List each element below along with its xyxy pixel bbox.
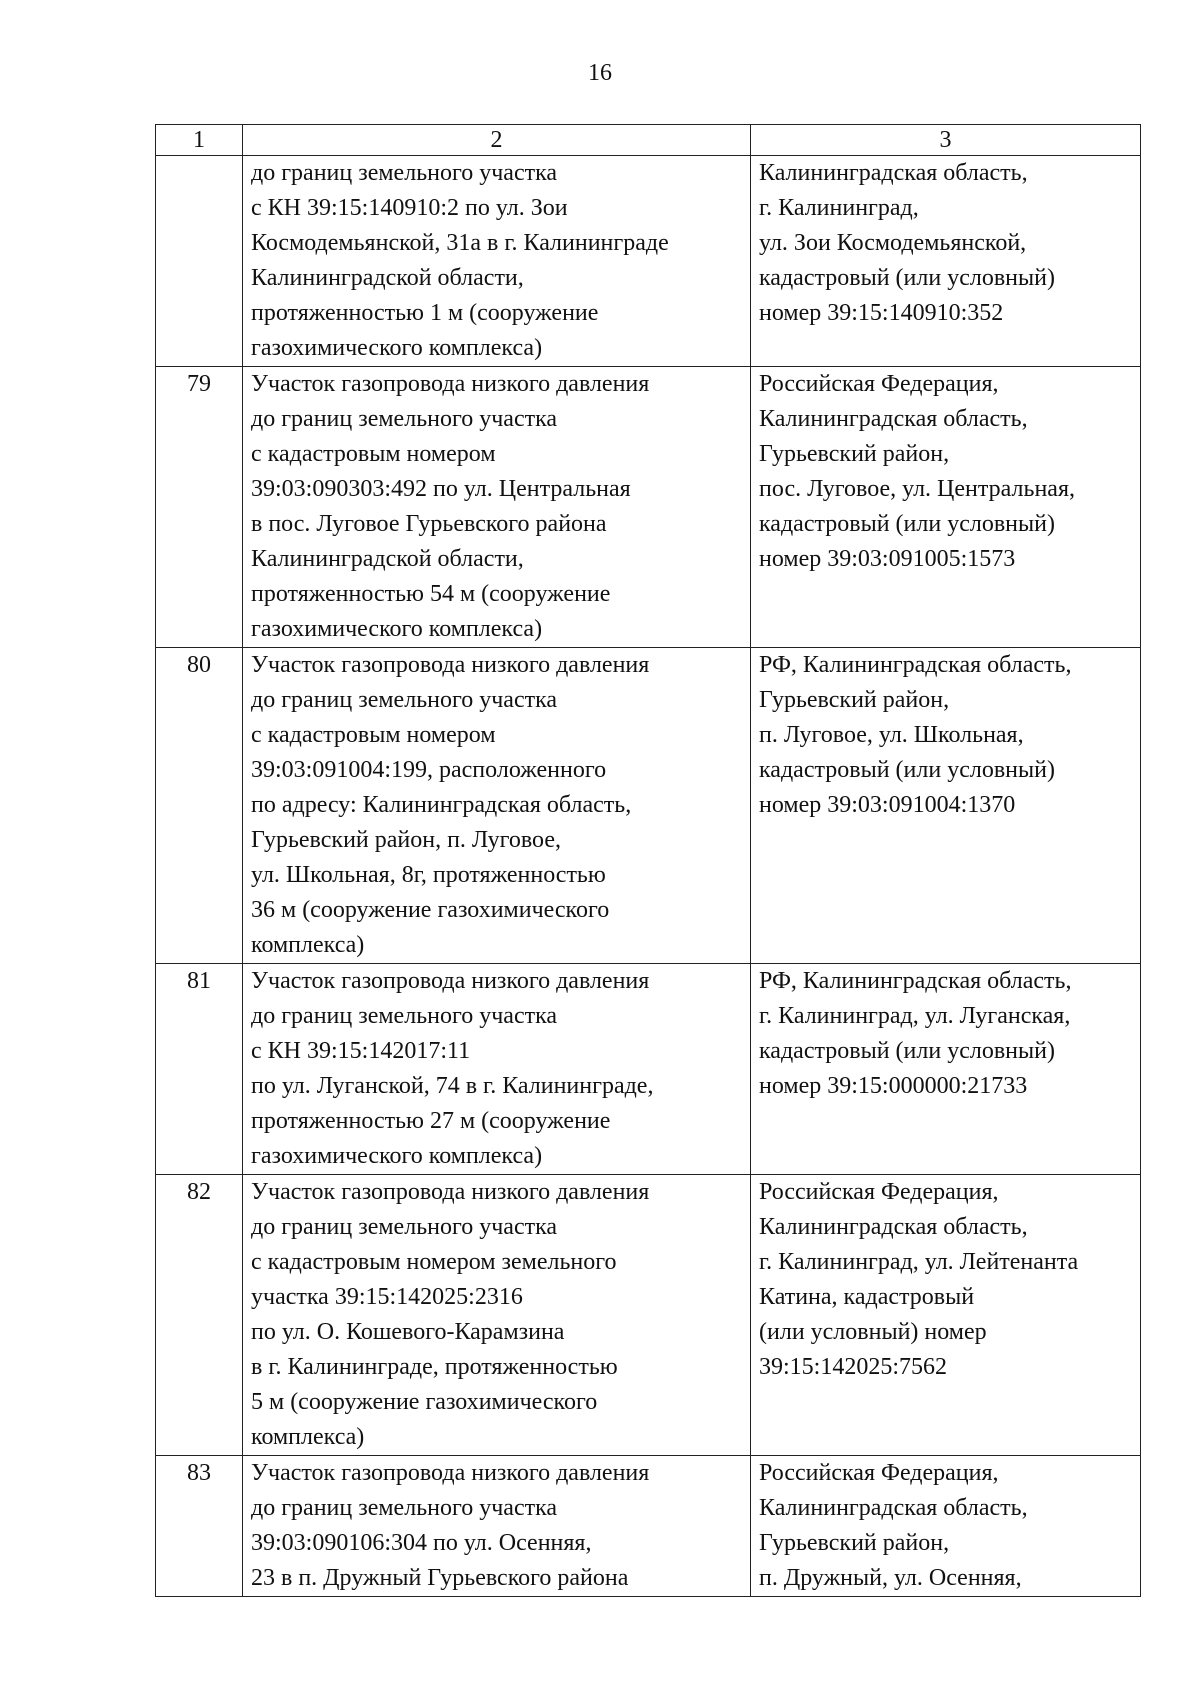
table-header-row bbox=[156, 125, 1141, 156]
location-line: г. Калининград, bbox=[759, 195, 919, 221]
column-header-number: 1 bbox=[156, 125, 243, 156]
table-row bbox=[156, 964, 1141, 1175]
description-line: до границ земельного участка bbox=[251, 1214, 558, 1240]
table-row bbox=[156, 367, 1141, 648]
column-header-description: 2 bbox=[243, 125, 751, 156]
location-line: кадастровый (или условный) bbox=[759, 265, 1055, 291]
location-line: г. Калининград, ул. Лейтенанта bbox=[759, 1249, 1079, 1275]
objects-table bbox=[155, 124, 1141, 1597]
description-line: Участок газопровода низкого давления bbox=[251, 1179, 650, 1205]
location-line: п. Луговое, ул. Школьная, bbox=[759, 722, 1024, 748]
location-line: Катина, кадастровый bbox=[759, 1284, 975, 1310]
description-line: протяженностью 27 м (сооружение bbox=[251, 1108, 611, 1134]
row-number bbox=[156, 156, 243, 367]
description-line: протяженностью 54 м (сооружение bbox=[251, 581, 611, 607]
description-line: 39:03:091004:199, расположенного bbox=[251, 757, 607, 783]
description-line: Калининградской области, bbox=[251, 546, 524, 572]
location-line: номер 39:03:091004:1370 bbox=[759, 792, 1016, 818]
row-number: 80 bbox=[156, 648, 243, 964]
location-line: 39:15:142025:7562 bbox=[759, 1354, 948, 1380]
description-line: газохимического комплекса) bbox=[251, 1143, 543, 1169]
object-description bbox=[243, 1175, 751, 1456]
description-line: до границ земельного участка bbox=[251, 406, 558, 432]
object-description bbox=[243, 1456, 751, 1597]
location-line: Калининградская область, bbox=[759, 160, 1028, 186]
description-line: Участок газопровода низкого давления bbox=[251, 652, 650, 678]
location-line: п. Дружный, ул. Осенняя, bbox=[759, 1565, 1022, 1591]
location-line: кадастровый (или условный) bbox=[759, 1038, 1055, 1064]
location-line: Калининградская область, bbox=[759, 1495, 1028, 1521]
object-description bbox=[243, 648, 751, 964]
description-line: до границ земельного участка bbox=[251, 687, 558, 713]
description-line: 5 м (сооружение газохимического bbox=[251, 1389, 598, 1415]
description-line: по адресу: Калининградская область, bbox=[251, 792, 632, 818]
object-description bbox=[243, 156, 751, 367]
location-line: Российская Федерация, bbox=[759, 1460, 999, 1486]
description-line: в г. Калининграде, протяженностью bbox=[251, 1354, 618, 1380]
description-line: с кадастровым номером bbox=[251, 441, 496, 467]
description-line: газохимического комплекса) bbox=[251, 616, 543, 642]
location-line: номер 39:15:140910:352 bbox=[759, 300, 1004, 326]
row-number: 82 bbox=[156, 1175, 243, 1456]
object-location bbox=[751, 367, 1141, 648]
object-location bbox=[751, 156, 1141, 367]
description-line: до границ земельного участка bbox=[251, 1003, 558, 1029]
page-number: 16 bbox=[588, 60, 612, 86]
location-line: Гурьевский район, bbox=[759, 1530, 950, 1556]
description-line: с КН 39:15:142017:11 bbox=[251, 1038, 471, 1064]
row-number: 79 bbox=[156, 367, 243, 648]
description-line: в пос. Луговое Гурьевского района bbox=[251, 511, 607, 537]
description-line: комплекса) bbox=[251, 1424, 365, 1450]
location-line: ул. Зои Космодемьянской, bbox=[759, 230, 1027, 256]
location-line: РФ, Калининградская область, bbox=[759, 652, 1072, 678]
location-line: пос. Луговое, ул. Центральная, bbox=[759, 476, 1075, 502]
description-line: Участок газопровода низкого давления bbox=[251, 1460, 650, 1486]
description-line: с кадастровым номером bbox=[251, 722, 496, 748]
object-location bbox=[751, 648, 1141, 964]
location-line: (или условный) номер bbox=[759, 1319, 987, 1345]
description-line: комплекса) bbox=[251, 932, 365, 958]
description-line: ул. Школьная, 8г, протяженностью bbox=[251, 862, 606, 888]
object-description bbox=[243, 367, 751, 648]
description-line: Участок газопровода низкого давления bbox=[251, 371, 650, 397]
description-line: протяженностью 1 м (сооружение bbox=[251, 300, 599, 326]
object-location bbox=[751, 1175, 1141, 1456]
location-line: кадастровый (или условный) bbox=[759, 757, 1055, 783]
table-row bbox=[156, 1175, 1141, 1456]
table-row bbox=[156, 156, 1141, 367]
location-line: Калининградская область, bbox=[759, 1214, 1028, 1240]
description-line: Гурьевский район, п. Луговое, bbox=[251, 827, 561, 853]
description-line: по ул. Луганской, 74 в г. Калининграде, bbox=[251, 1073, 654, 1099]
table-row bbox=[156, 648, 1141, 964]
description-line: 36 м (сооружение газохимического bbox=[251, 897, 610, 923]
location-line: Калининградская область, bbox=[759, 406, 1028, 432]
description-line: 39:03:090106:304 по ул. Осенняя, bbox=[251, 1530, 592, 1556]
location-line: Российская Федерация, bbox=[759, 1179, 999, 1205]
location-line: кадастровый (или условный) bbox=[759, 511, 1055, 537]
description-line: с кадастровым номером земельного bbox=[251, 1249, 617, 1275]
description-line: 39:03:090303:492 по ул. Центральная bbox=[251, 476, 631, 502]
location-line: номер 39:15:000000:21733 bbox=[759, 1073, 1028, 1099]
location-line: Гурьевский район, bbox=[759, 687, 950, 713]
description-line: участка 39:15:142025:2316 bbox=[251, 1284, 523, 1310]
row-number: 81 bbox=[156, 964, 243, 1175]
table-body bbox=[156, 156, 1141, 1597]
location-line: РФ, Калининградская область, bbox=[759, 968, 1072, 994]
object-location bbox=[751, 1456, 1141, 1597]
location-line: г. Калининград, ул. Луганская, bbox=[759, 1003, 1071, 1029]
description-line: до границ земельного участка bbox=[251, 160, 558, 186]
description-line: по ул. О. Кошевого-Карамзина bbox=[251, 1319, 565, 1345]
description-line: Участок газопровода низкого давления bbox=[251, 968, 650, 994]
object-location bbox=[751, 964, 1141, 1175]
location-line: Российская Федерация, bbox=[759, 371, 999, 397]
description-line: 23 в п. Дружный Гурьевского района bbox=[251, 1565, 629, 1591]
table-row bbox=[156, 1456, 1141, 1597]
description-line: газохимического комплекса) bbox=[251, 335, 543, 361]
description-line: с КН 39:15:140910:2 по ул. Зои bbox=[251, 195, 568, 221]
location-line: Гурьевский район, bbox=[759, 441, 950, 467]
description-line: Космодемьянской, 31а в г. Калининграде bbox=[251, 230, 669, 256]
description-line: до границ земельного участка bbox=[251, 1495, 558, 1521]
column-header-location: 3 bbox=[751, 125, 1141, 156]
row-number: 83 bbox=[156, 1456, 243, 1597]
location-line: номер 39:03:091005:1573 bbox=[759, 546, 1016, 572]
object-description bbox=[243, 964, 751, 1175]
description-line: Калининградской области, bbox=[251, 265, 524, 291]
